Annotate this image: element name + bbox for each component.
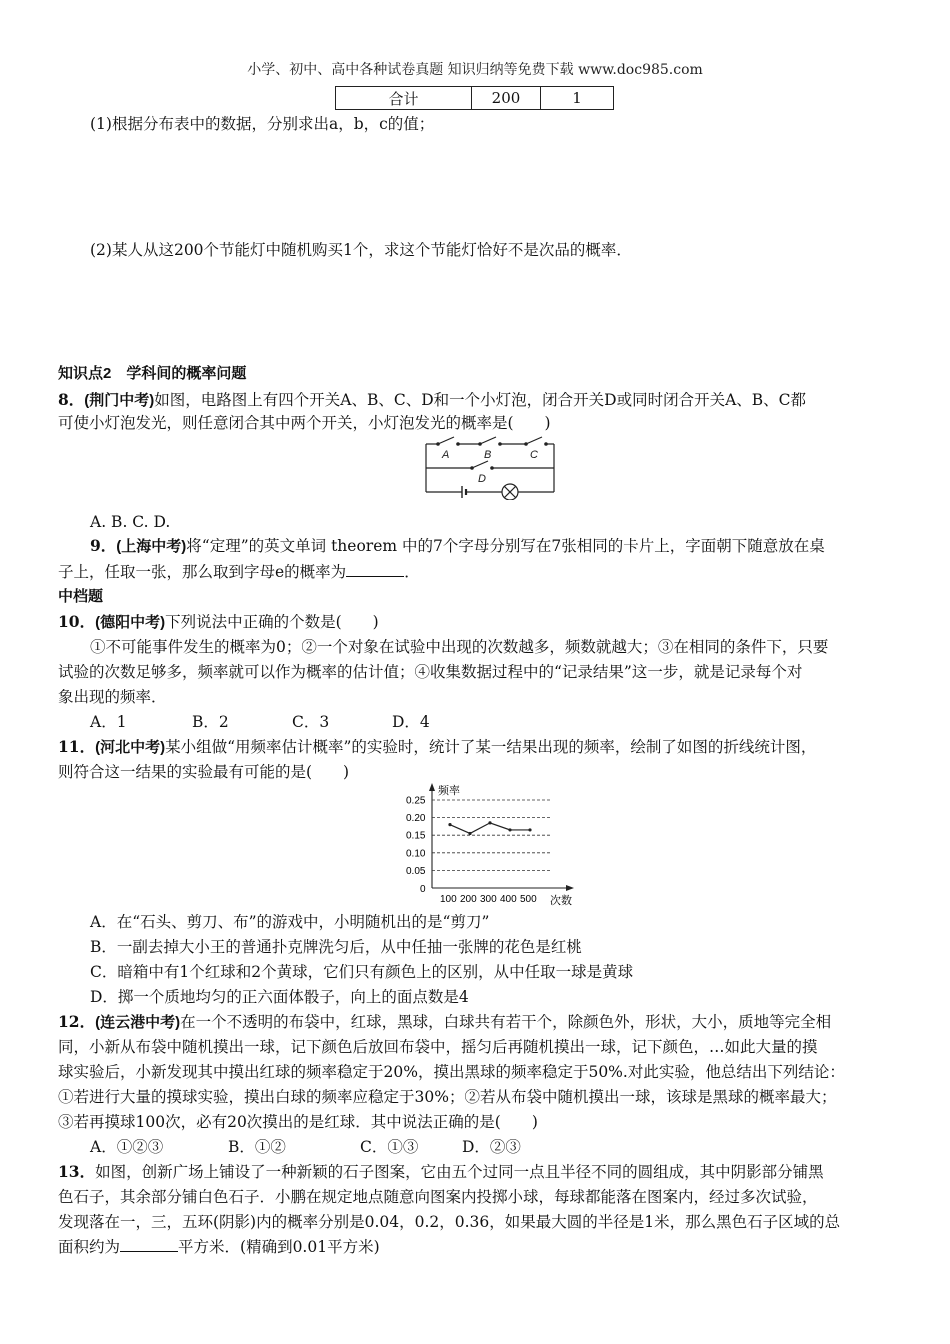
question-12-line4: ①若进行大量的摸球实验，摸出白球的频率应稳定于30%；②若从布袋中随机摸出一球，该球是黑球的概率最大； <box>58 1088 837 1106</box>
total-count-cell: 200 <box>472 87 541 110</box>
q8-number: 8． <box>58 390 85 409</box>
section-heading-3: 中档题 <box>58 588 104 605</box>
data-point <box>448 823 451 826</box>
total-label-cell: 合计 <box>336 87 472 110</box>
q12-number: 12． <box>58 1012 96 1031</box>
question-12-line3: 球实验后，小新发现其中摸出红球的频率稳定于20%，摸出黑球的频率稳定于50%.对此实验，他总结出下列结论： <box>58 1063 845 1081</box>
switch-b-label: B <box>484 449 492 461</box>
q9-period: ． <box>404 563 420 581</box>
q11-number: 11． <box>58 737 96 756</box>
question-11-line1 <box>58 737 816 758</box>
q11-option-d: D．掷一个质地均匀的正六面体骰子，向上的面点数是4 <box>90 988 469 1006</box>
q9-text2: 子上，任取一张，那么取到字母e的概率为 <box>58 563 347 581</box>
q8-source: (荆门中考) <box>84 392 155 409</box>
question-10-line4: 象出现的频率． <box>58 688 167 706</box>
question-13-line3: 发现落在一，三，五环(阴影)内的概率分别是0.04，0.2，0.36，如果最大圆的半径是1米，那么黑色石子区域的总 <box>58 1213 841 1231</box>
q12-option-c: C．①③ <box>360 1138 419 1156</box>
q13-text4-tail: 平方米．(精确到0.01平方米) <box>178 1238 380 1256</box>
question-12-line1 <box>58 1012 831 1033</box>
question-13-line4 <box>58 1237 380 1257</box>
frequency-line-chart <box>400 780 580 908</box>
distribution-table-total-row <box>335 86 614 110</box>
question-10-line3: 试验的次数足够多，频率就可以作为概率的估计值；④收集数据过程中的“记录结果”这一步，就是记录每个对 <box>58 663 803 681</box>
q11-source: (河北中考) <box>95 739 166 756</box>
q9-text: 将“定理”的英文单词 theorem 中的7个字母分别写在7张相同的卡片上，字面朝下随意放在桌 <box>186 537 825 555</box>
y-tick-label: 0.05 <box>406 865 426 877</box>
question-9-line2 <box>58 562 420 582</box>
y-tick-label: 0.10 <box>406 848 426 860</box>
q10-option-c: C．3 <box>292 713 330 731</box>
q7-part2: (2)某人从这200个节能灯中随机购买1个，求这个节能灯恰好不是次品的概率． <box>90 241 632 259</box>
q12-source: (连云港中考) <box>95 1014 181 1031</box>
q8-text: 如图，电路图上有四个开关A、B、C、D和一个小灯泡，闭合开关D或同时闭合开关A、B、C都 <box>154 391 807 409</box>
switch-a-lever <box>438 437 454 444</box>
q8-options: A. B. C. D. <box>90 513 171 531</box>
q9-source: (上海中考) <box>116 538 187 555</box>
q9-answer-blank[interactable] <box>346 562 404 577</box>
q12-option-b: B．①② <box>228 1138 286 1156</box>
page-header: 小学、初中、高中各种试卷真题 知识归纳等免费下载 www.doc985.com <box>247 62 703 78</box>
q13-answer-blank[interactable] <box>120 1237 178 1252</box>
y-axis-title: 频率 <box>438 785 460 797</box>
total-frequency-cell: 1 <box>541 87 614 110</box>
question-8-line1 <box>58 390 806 411</box>
q12-option-a: A．①②③ <box>90 1138 164 1156</box>
q12-option-d: D．②③ <box>462 1138 521 1156</box>
q10-text: 下列说法中正确的个数是( ) <box>165 613 379 631</box>
origin-label: 0 <box>420 884 426 895</box>
question-9-line1 <box>90 536 825 557</box>
x-tick-label: 400 <box>500 894 517 905</box>
q10-option-a: A．1 <box>90 713 127 731</box>
y-axis-arrow <box>429 783 435 791</box>
q11-option-a: A．在“石头、剪刀、布”的游戏中，小明随机出的是“剪刀” <box>90 913 490 931</box>
question-8-line2: 可使小灯泡发光，则任意闭合其中两个开关，小灯泡发光的概率是( ) <box>58 414 551 432</box>
switch-a-label: A <box>442 449 450 461</box>
q13-text: 如图，创新广场上铺设了一种新颖的石子图案，它由五个过同一点且半径不同的圆组成，其中阴影部分铺黑 <box>95 1163 824 1181</box>
q11-option-c: C．暗箱中有1个红球和2个黄球，它们只有颜色上的区别，从中任取一球是黄球 <box>90 963 634 981</box>
switch-d-lever <box>472 461 488 468</box>
question-11-line2: 则符合这一结果的实验最有可能的是( ) <box>58 763 350 781</box>
question-10-line1 <box>58 612 379 633</box>
x-axis-title: 次数 <box>550 895 572 907</box>
data-point <box>468 832 471 835</box>
q9-number: 9． <box>90 536 117 555</box>
switch-d-label: D <box>478 473 486 485</box>
q10-number: 10． <box>58 612 96 631</box>
q11-option-b: B．一副去掉大小王的普通扑克牌洗匀后，从中任抽一张牌的花色是红桃 <box>90 938 582 956</box>
q13-text4: 面积约为 <box>58 1238 121 1256</box>
switch-c-lever <box>526 437 542 444</box>
y-tick-label: 0.20 <box>406 813 426 825</box>
x-tick-label: 100 <box>440 894 457 905</box>
section-heading-2: 知识点2 学科间的概率问题 <box>58 365 247 382</box>
question-12-line2: 同，小新从布袋中随机摸出一球，记下颜色后放回布袋中，摇匀后再随机摸出一球，记下颜色，…如此大量的摸 <box>58 1038 818 1056</box>
q12-text: 在一个不透明的布袋中，红球，黑球，白球共有若干个，除颜色外，形状，大小，质地等完全相 <box>180 1013 832 1031</box>
x-tick-label: 500 <box>520 894 537 905</box>
q13-number: 13． <box>58 1162 96 1181</box>
y-tick-label: 0.25 <box>406 795 426 807</box>
question-12-line5: ③若再摸球100次，必有20次摸出的是红球．其中说法正确的是( ) <box>58 1113 538 1131</box>
data-point <box>508 828 511 831</box>
switch-c-label: C <box>530 449 538 461</box>
question-10-line2: ①不可能事件发生的概率为0；②一个对象在试验中出现的次数越多，频数就越大；③在相同的条件下，只要 <box>90 638 829 656</box>
q10-option-d: D．4 <box>392 713 430 731</box>
switch-b-lever <box>480 437 496 444</box>
q11-text: 某小组做“用频率估计概率”的实验时，统计了某一结果出现的频率，绘制了如图的折线统计图， <box>165 738 817 756</box>
q7-part1: (1)根据分布表中的数据，分别求出a，b，c的值； <box>90 115 435 133</box>
data-point <box>488 821 491 824</box>
data-point <box>528 828 531 831</box>
circuit-diagram <box>420 434 560 500</box>
x-tick-label: 200 <box>460 894 477 905</box>
question-13-line2: 色石子，其余部分铺白色石子．小鹏在规定地点随意向图案内投掷小球，每球都能落在图案内，经过多次试验， <box>58 1188 818 1206</box>
question-13-line1 <box>58 1162 824 1182</box>
y-tick-label: 0.15 <box>406 830 426 842</box>
q10-source: (德阳中考) <box>95 614 166 631</box>
x-axis-arrow <box>566 885 574 891</box>
x-tick-label: 300 <box>480 894 497 905</box>
q10-option-b: B．2 <box>192 713 229 731</box>
